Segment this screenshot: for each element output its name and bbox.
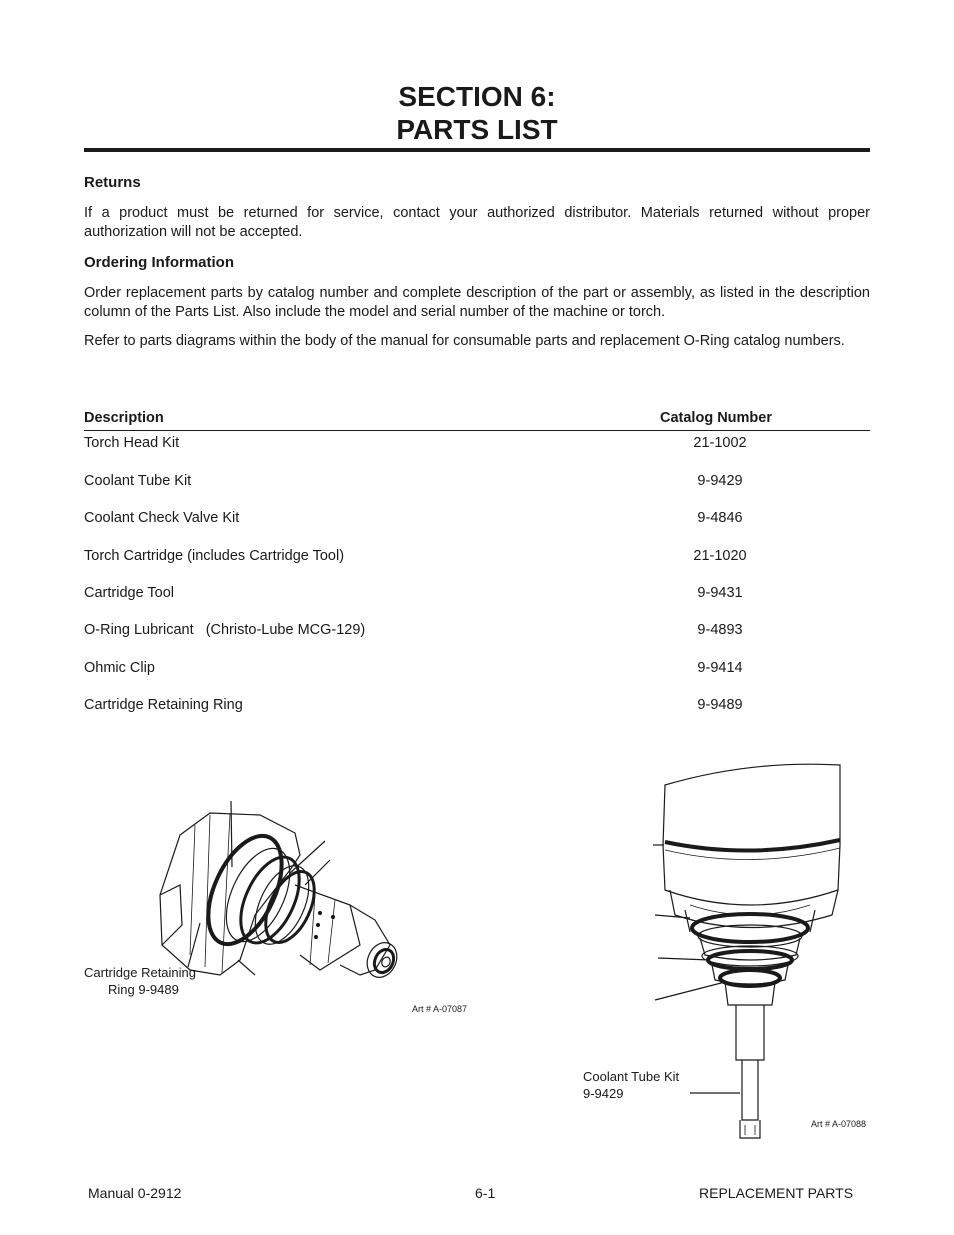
table-header-rule bbox=[84, 430, 870, 431]
table-row-description: O-Ring Lubricant (Christo-Lube MCG-129) bbox=[84, 622, 366, 638]
art-number-right: Art # A-07088 bbox=[811, 1119, 867, 1129]
section-title-line2: PARTS LIST bbox=[396, 114, 558, 145]
catalog-column-header: Catalog Number bbox=[660, 410, 772, 426]
table-row-description: Torch Head Kit bbox=[84, 435, 180, 451]
footer-page-number: 6-1 bbox=[475, 1185, 496, 1201]
table-row-description: Coolant Tube Kit bbox=[84, 473, 192, 489]
ordering-paragraph-1: Order replacement parts by catalog number and complete description of the part or assembly, as listed in the description column of the Parts List. Also include the model and serial number of the machine or torch. bbox=[84, 285, 870, 320]
table-row-catalog: 9-9489 bbox=[697, 697, 743, 713]
description-column-header: Description bbox=[84, 410, 164, 426]
table-row-catalog: 9-9429 bbox=[697, 473, 743, 489]
table-row-description: Torch Cartridge (includes Cartridge Tool) bbox=[84, 548, 345, 564]
table-row-catalog: 21-1020 bbox=[693, 548, 747, 564]
title-rule bbox=[84, 148, 870, 152]
table-row-catalog: 21-1002 bbox=[693, 435, 747, 451]
table-row-catalog: 9-9414 bbox=[697, 660, 743, 676]
table-row-description: Coolant Check Valve Kit bbox=[84, 510, 240, 526]
table-row-description: Cartridge Retaining Ring bbox=[84, 697, 243, 713]
torch-head-illustration bbox=[650, 760, 850, 1145]
caption-line1: Cartridge Retaining bbox=[84, 965, 197, 980]
table-row-catalog: 9-4893 bbox=[697, 622, 743, 638]
table-row-description: Ohmic Clip bbox=[84, 660, 155, 676]
table-row-catalog: 9-9431 bbox=[697, 585, 743, 601]
caption-line2: Ring 9-9489 bbox=[108, 982, 179, 997]
footer-manual-number: Manual 0-2912 bbox=[88, 1185, 182, 1201]
returns-heading: Returns bbox=[84, 174, 141, 191]
table-row-description: Cartridge Tool bbox=[84, 585, 175, 601]
footer-section-name: REPLACEMENT PARTS bbox=[699, 1185, 854, 1201]
returns-body: If a product must be returned for service, contact your authorized distributor. Materials returned without proper authorization will not be accepted. bbox=[84, 205, 870, 240]
art-number-left: Art # A-07087 bbox=[412, 1004, 468, 1014]
ordering-heading: Ordering Information bbox=[84, 254, 234, 271]
caption-line1: Coolant Tube Kit bbox=[583, 1069, 680, 1084]
coolant-tube-kit-caption bbox=[583, 1068, 679, 1102]
ordering-paragraph-2: Refer to parts diagrams within the body of the manual for consumable parts and replacement O-Ring catalog numbers. bbox=[84, 333, 845, 349]
caption-line2: 9-9429 bbox=[583, 1086, 624, 1101]
cartridge-retaining-ring-caption bbox=[84, 964, 196, 998]
section-title-line1: SECTION 6: bbox=[398, 81, 556, 112]
section-title bbox=[84, 80, 870, 146]
table-row-catalog: 9-4846 bbox=[697, 510, 743, 526]
